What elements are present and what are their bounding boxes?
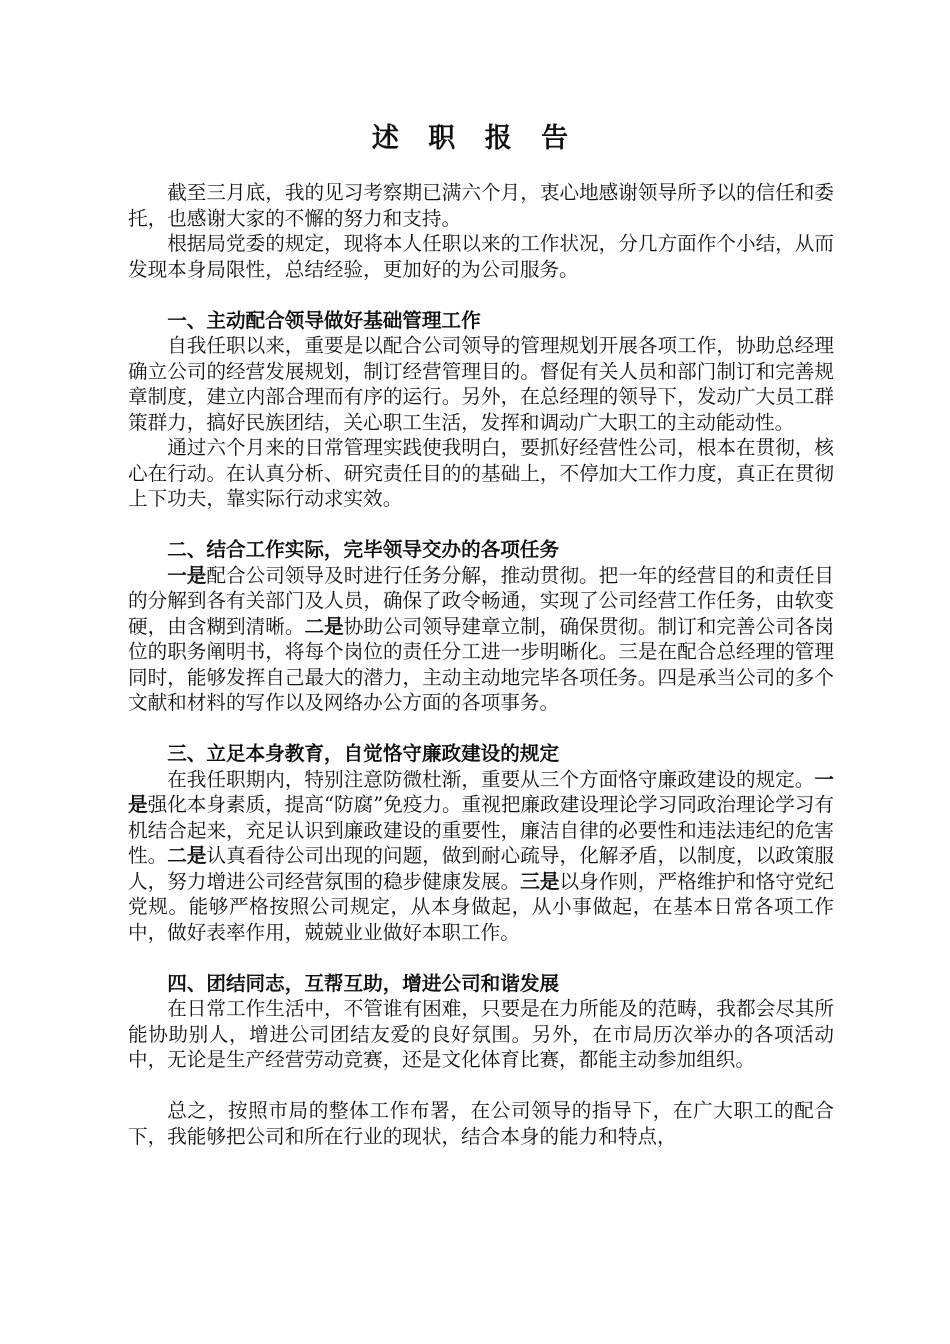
point-2-label: 二是	[167, 844, 207, 867]
section-2-paragraph	[128, 563, 834, 716]
conclusion-paragraph: 总之，按照市局的整体工作布署，在公司领导的指导下，在广大职工的配合下，我能够把公司和所在行业的现状，结合本身的能力和特点，	[128, 1099, 834, 1148]
intro-paragraph-2: 根据局党委的规定，现将本人任职以来的工作状况，分几方面作个小结，从而发现本身局限性，总结经验，更加好的为公司服务。	[128, 232, 834, 281]
document-body	[128, 180, 834, 1149]
section-1-heading: 一、主动配合领导做好基础管理工作	[167, 308, 481, 332]
point-1-label: 一是	[167, 563, 207, 587]
section-1-paragraph-2: 通过六个月来的日常管理实践使我明白，要抓好经营性公司，根本在贯彻，核心在行动。在认真分析、研究责任目的的基础上，不停加大工作力度，真正在贯彻上下功夫，靠实际行动求实效。	[128, 436, 834, 510]
spacer	[128, 1073, 834, 1099]
point-1-label: 一是	[128, 767, 834, 816]
section-2-heading: 二、结合工作实际，完毕领导交办的各项任务	[167, 538, 560, 561]
section-4-paragraph: 在日常工作生活中，不管谁有困难，只要是在力所能及的范畴，我都会尽其所能协助别人，增进公司团结友爱的良好氛围。另外，在市局历次举办的各项活动中，无论是生产经营劳动竞赛，还是文化体育比赛，都能主动参加组织。	[128, 997, 834, 1071]
section-1-paragraph-1: 自我任职以来，重要是以配合公司领导的管理规划开展各项工作，协助总经理确立公司的经营发展规划，制订经营管理目的。督促有关人员和部门制订和完善规章制度，建立内部合理而有序的运行。另外，在总经理的领导下，发动广大员工群策群力，搞好民族团结，关心职工生活，发挥和调动广大职工的主动能动性。	[128, 334, 834, 434]
point-2-text: 协助公司领导建章立制，确保贯彻。制订和完善公司各岗位的职务阐明书，将每个岗位的责任分工进一步明晰化。三是在配合总经理的管理同时，能够发挥自己最大的潜力，主动主动地完毕各项任务。四是承当公司的多个文献和材料的写作以及网络办公方面的各项事务。	[128, 614, 835, 714]
intro-paragraph-1: 截至三月底，我的见习考察期已满六个月，衷心地感谢领导所予以的信任和委托，也感谢大家的不懈的努力和支持。	[128, 181, 834, 230]
section-3-heading: 三、立足本身教育，自觉恪守廉政建设的规定	[167, 742, 560, 765]
point-2-text: 认真看待公司出现的问题，做到耐心疏导，化解矛盾，以制度，以政策服人，努力增进公司经营氛围的稳步健康发展。	[128, 844, 835, 893]
spacer	[128, 716, 834, 742]
section-3-paragraph	[128, 767, 834, 946]
section-4-heading: 四、团结同志，互帮互助，增进公司和谐发展	[167, 971, 560, 995]
section-3-intro-text: 在我任职期内，特别注意防微杜渐，重要从三个方面恪守廉政建设的规定。	[167, 767, 815, 791]
spacer	[128, 512, 834, 538]
point-3-label: 三是	[520, 869, 560, 893]
point-2-label: 二是	[304, 614, 344, 638]
document-title: 述 职 报 告	[371, 123, 579, 154]
spacer	[128, 282, 834, 308]
point-1-text: 配合公司领导及时进行任务分解，推动贯彻。把一年的经营目的和责任目的分解到各有关部门及人员，确保了政令畅通，实现了公司经营工作任务，由软变硬，由含糊到清晰。	[128, 563, 835, 638]
point-1-text: 强化本身素质，提高“防腐”免疫力。重视把廉政建设理论学习同政治理论学习有机结合起来，充足认识到廉政建设的重要性，廉洁自律的必要性和违法违纪的危害性。	[128, 793, 834, 867]
spacer	[128, 945, 834, 971]
point-3-text: 以身作则，严格维护和恪守党纪党规。能够严格按照公司规定，从本身做起，从小事做起，在基本日常各项工作中，做好表率作用，兢兢业业做好本职工作。	[128, 869, 835, 944]
